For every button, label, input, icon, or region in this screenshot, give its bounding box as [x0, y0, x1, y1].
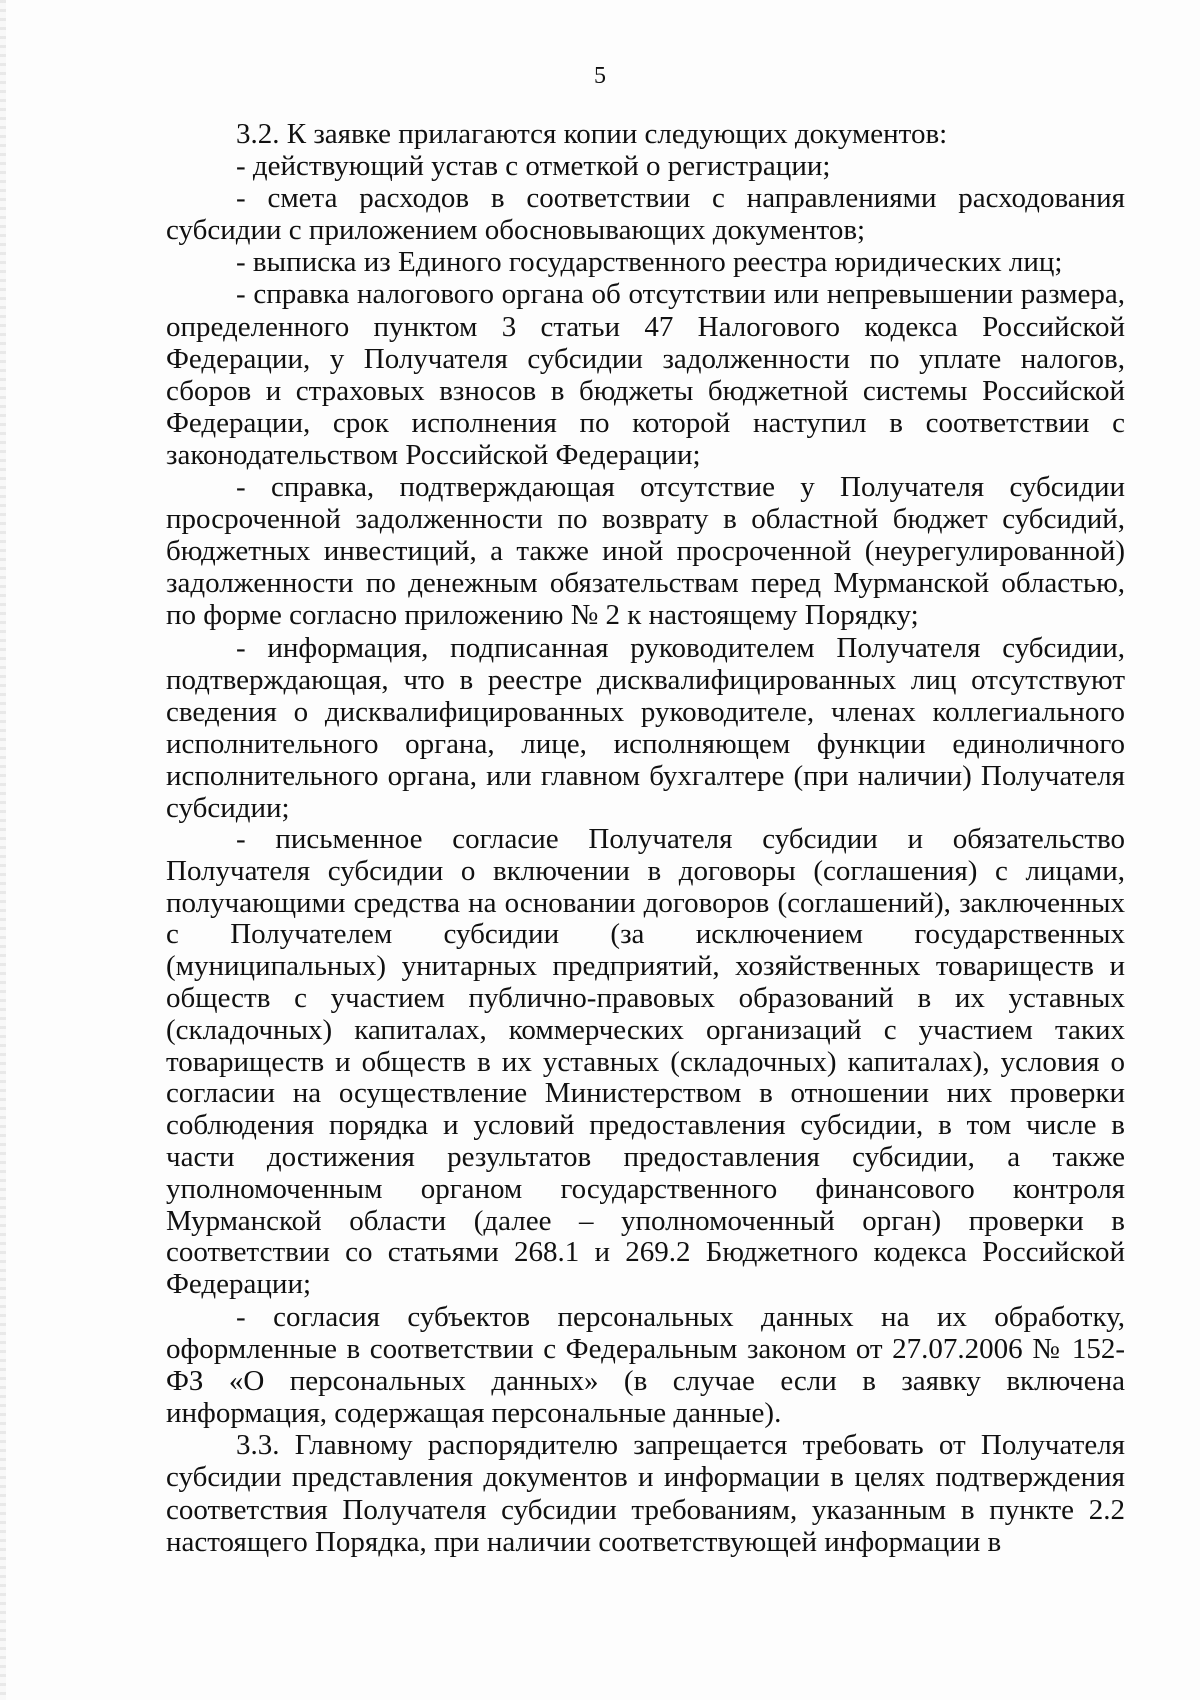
- paragraph-3-3: 3.3. Главному распорядителю запрещается требовать от Получателя субсидии представления документов и информации в целях подтверждения соответствия Получателя субсидии требованиям, указанным в пункте 2.2 настоящего Порядка, при наличии соответствующей информации в: [166, 1429, 1125, 1558]
- list-item-registry-extract: - выписка из Единого государственного реестра юридических лиц;: [236, 246, 1063, 279]
- list-item-personal-data-consent: - согласия субъектов персональных данных на их обработку, оформленные в соответствии с Федеральным законом от 27.07.2006 № 152-ФЗ «О персональных данных» (в случае если в заявку включена информация, содержащая персональные данные).: [166, 1301, 1125, 1430]
- list-item-tax-certificate: - справка налогового органа об отсутствии или непревышении размера, определенного пунктом 3 статьи 47 Налогового кодекса Российской Федерации, у Получателя субсидии задолженности по уплате налогов, сборов и страховых взносов в бюджеты бюджетной системы Российской Федерации, срок исполнения по которой наступил в соответствии с законодательством Российской Федерации;: [166, 278, 1125, 471]
- page-number: 5: [594, 63, 606, 89]
- list-item-debt-certificate: - справка, подтверждающая отсутствие у Получателя субсидии просроченной задолженности по возврату в областной бюджет субсидий, бюджетных инвестиций, а также иной просроченной (неурегулированной) задолженности по денежным обязательствам перед Мурманской областью, по форме согласно приложению № 2 к настоящему Порядку;: [166, 471, 1125, 632]
- list-item-cost-estimate: - смета расходов в соответствии с направлениями расходования субсидии с приложением обосновывающих документов;: [166, 182, 1125, 247]
- list-item-written-consent: - письменное согласие Получателя субсидии и обязательство Получателя субсидии о включении в договоры (соглашения) с лицами, получающими средства на основании договоров (соглашений), заключенных с Получателем субсидии (за исключением государственных (муниципальных) унитарных предприятий, хозяйственных товариществ и обществ с участием публично-правовых образований в их уставных (складочных) капиталах, коммерческих организаций с участием таких товариществ и обществ в их уставных (складочных) капиталах), условия о согласии на осуществление Министерством в отношении них проверки соблюдения порядка и условий предоставления субсидии, в том числе в части достижения результатов предоставления субсидии, а также уполномоченным органом государственного финансового контроля Мурманской области (далее – уполномоченный орган) проверки в соответствии со статьями 268.1 и 269.2 Бюджетного кодекса Российской Федерации;: [166, 823, 1125, 1301]
- paragraph-3-2-intro: 3.2. К заявке прилагаются копии следующих документов:: [236, 118, 948, 150]
- document-body: [166, 118, 1125, 1558]
- list-item-charter: - действующий устав с отметкой о регистрации;: [236, 150, 831, 183]
- scan-edge-artifact: [0, 0, 6, 1700]
- list-item-disqualification-info: - информация, подписанная руководителем Получателя субсидии, подтверждающая, что в реестре дисквалифицированных лиц отсутствуют сведения о дисквалифицированных руководителе, членах коллегиального исполнительного органа, лице, исполняющем функции единоличного исполнительного органа, или главном бухгалтере (при наличии) Получателя субсидии;: [166, 631, 1125, 824]
